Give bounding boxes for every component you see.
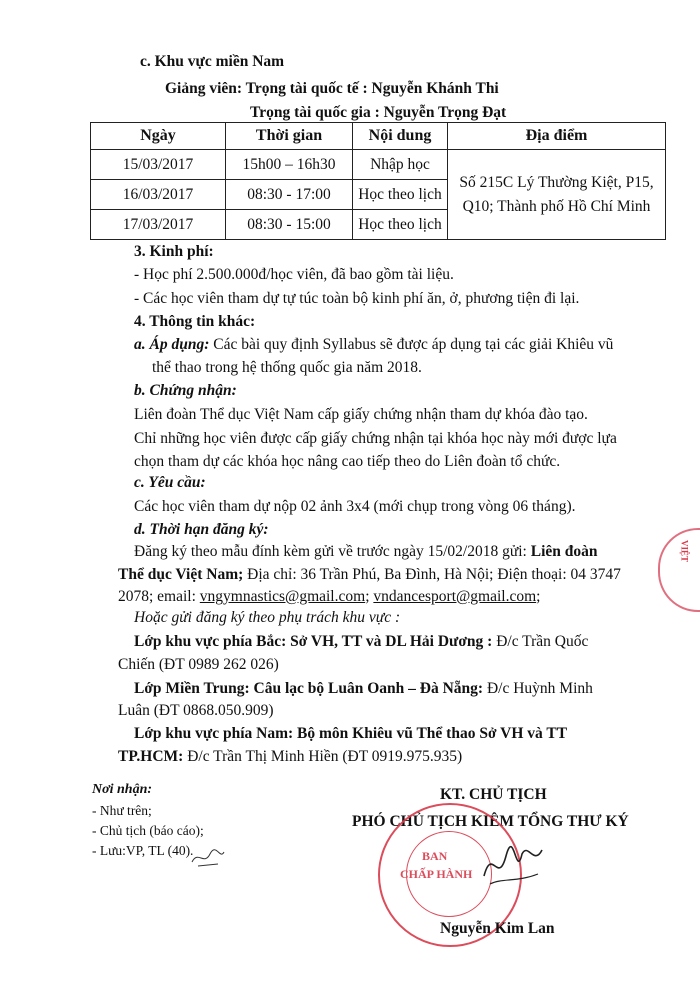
time-cell: 08:30 - 17:00 xyxy=(226,180,353,210)
recipients-heading: Nơi nhận: xyxy=(92,782,153,797)
content-cell: Nhập học xyxy=(353,150,448,180)
certificate-text: Chỉ những học viên được cấp giấy chứng nhận tại khóa học này mới được lựa xyxy=(134,430,617,447)
content-cell: Học theo lịch xyxy=(353,210,448,240)
lecturer-line-2: Trọng tài quốc gia : Nguyễn Trọng Đạt xyxy=(250,104,507,121)
column-header: Thời gian xyxy=(226,123,353,150)
south-label: Lớp khu vực phía Nam: Bộ môn Khiêu vũ Thể thao Sở VH và TT xyxy=(134,725,568,742)
location-line: Số 215C Lý Thường Kiệt, P15, xyxy=(459,174,654,192)
fees-heading: 3. Kinh phí: xyxy=(134,243,214,260)
requirement-label: c. Yêu cầu: xyxy=(134,474,206,491)
stamp-text: BAN xyxy=(422,849,448,863)
north-line: Chiến (ĐT 0989 262 026) xyxy=(118,656,279,673)
fees-line: - Học phí 2.500.000đ/học viên, đã bao gồm tài liệu. xyxy=(134,266,454,283)
email-link[interactable]: vndancesport@gmail.com xyxy=(373,588,537,605)
north-contact: Đ/c Trần Quốc xyxy=(492,633,589,650)
initials-icon xyxy=(188,846,228,870)
north-line xyxy=(134,632,588,651)
lecturer-line-1: Giảng viên: Trọng tài quốc tế : Nguyễn Khánh Thi xyxy=(165,80,499,97)
north-label: Lớp khu vực phía Bắc: Sở VH, TT và DL Hải Dương : xyxy=(134,633,493,650)
central-line: Luân (ĐT 0868.050.909) xyxy=(118,702,274,719)
south-contact: Đ/c Trần Thị Minh Hiền (ĐT 0919.975.935) xyxy=(183,748,463,765)
separator-text: ; xyxy=(536,588,541,605)
date-cell: 17/03/2017 xyxy=(91,210,226,240)
address-text: Địa chỉ: 36 Trần Phú, Ba Đình, Hà Nội; Điện thoại: 04 3747 xyxy=(243,566,621,583)
column-header: Địa điểm xyxy=(448,123,666,150)
other-heading: 4. Thông tin khác: xyxy=(134,313,256,330)
central-label: Lớp Miền Trung: Câu lạc bộ Luân Oanh – Đà Nẵng: xyxy=(134,680,484,697)
apply-text: Các bài quy định Syllabus sẽ được áp dụng tại các giải Khiêu vũ xyxy=(209,336,614,353)
contact-text: 2078; email: xyxy=(118,588,200,605)
time-cell: 08:30 - 15:00 xyxy=(226,210,353,240)
column-header: Ngày xyxy=(91,123,226,150)
recipient-item: - Như trên; xyxy=(92,803,152,818)
apply-label: a. Áp dụng: xyxy=(134,336,210,353)
federation-name: Thể dục Việt Nam; xyxy=(118,566,244,583)
column-header: Nội dung xyxy=(353,123,448,150)
date-cell: 16/03/2017 xyxy=(91,180,226,210)
certificate-text: Liên đoàn Thể dục Việt Nam cấp giấy chứng nhận tham dự khóa đào tạo. xyxy=(134,406,588,423)
deadline-label: d. Thời hạn đăng ký: xyxy=(134,521,269,538)
certificate-text: chọn tham dự các khóa học nâng cao tiếp theo do Liên đoàn tổ chức. xyxy=(134,453,561,470)
central-line xyxy=(134,679,593,698)
south-label: TP.HCM: xyxy=(118,748,184,765)
recipient-item: - Lưu:VP, TL (40). xyxy=(92,843,194,858)
date-cell: 15/03/2017 xyxy=(91,150,226,180)
email-link[interactable]: vngymnastics@gmail.com xyxy=(199,588,366,605)
location-line: Q10; Thành phố Hồ Chí Minh xyxy=(462,197,651,215)
location-cell xyxy=(448,150,666,240)
signature-title: KT. CHỦ TỊCH xyxy=(440,786,547,803)
south-line xyxy=(118,747,462,766)
deadline-line xyxy=(118,565,621,584)
fees-line: - Các học viên tham dự tự túc toàn bộ kinh phí ăn, ở, phương tiện đi lại. xyxy=(134,290,580,307)
federation-name: Liên đoàn xyxy=(530,543,598,560)
schedule-table xyxy=(90,122,666,240)
recipient-item: - Chủ tịch (báo cáo); xyxy=(92,823,204,838)
time-cell: 15h00 – 16h30 xyxy=(226,150,353,180)
apply-line: thể thao trong hệ thống quốc gia năm 2018. xyxy=(152,359,422,376)
signature-icon xyxy=(478,836,548,896)
deadline-line xyxy=(118,587,540,606)
region-intro: Hoặc gửi đăng ký theo phụ trách khu vực : xyxy=(134,609,401,626)
table-header-row xyxy=(91,123,666,150)
deadline-line xyxy=(134,542,598,561)
stamp-text: CHẤP HÀNH xyxy=(400,867,473,881)
edge-stamp-icon xyxy=(658,528,700,612)
deadline-text: Đăng ký theo mẫu đính kèm gửi về trước ngày 15/02/2018 gửi: xyxy=(134,543,531,560)
certificate-label: b. Chứng nhận: xyxy=(134,382,237,399)
signatory-name: Nguyễn Kim Lan xyxy=(440,920,555,937)
content-cell: Học theo lịch xyxy=(353,180,448,210)
table-row xyxy=(91,150,666,180)
edge-stamp-text: VIỆT xyxy=(679,540,690,563)
central-contact: Đ/c Huỳnh Minh xyxy=(483,680,593,697)
requirement-text: Các học viên tham dự nộp 02 ảnh 3x4 (mới chụp trong vòng 06 tháng). xyxy=(134,498,576,515)
apply-line xyxy=(134,335,613,354)
signature-title: PHÓ CHỦ TỊCH KIÊM TỔNG THƯ KÝ xyxy=(352,813,629,830)
separator-text: ; xyxy=(365,588,374,605)
section-heading: c. Khu vực miền Nam xyxy=(140,53,285,70)
